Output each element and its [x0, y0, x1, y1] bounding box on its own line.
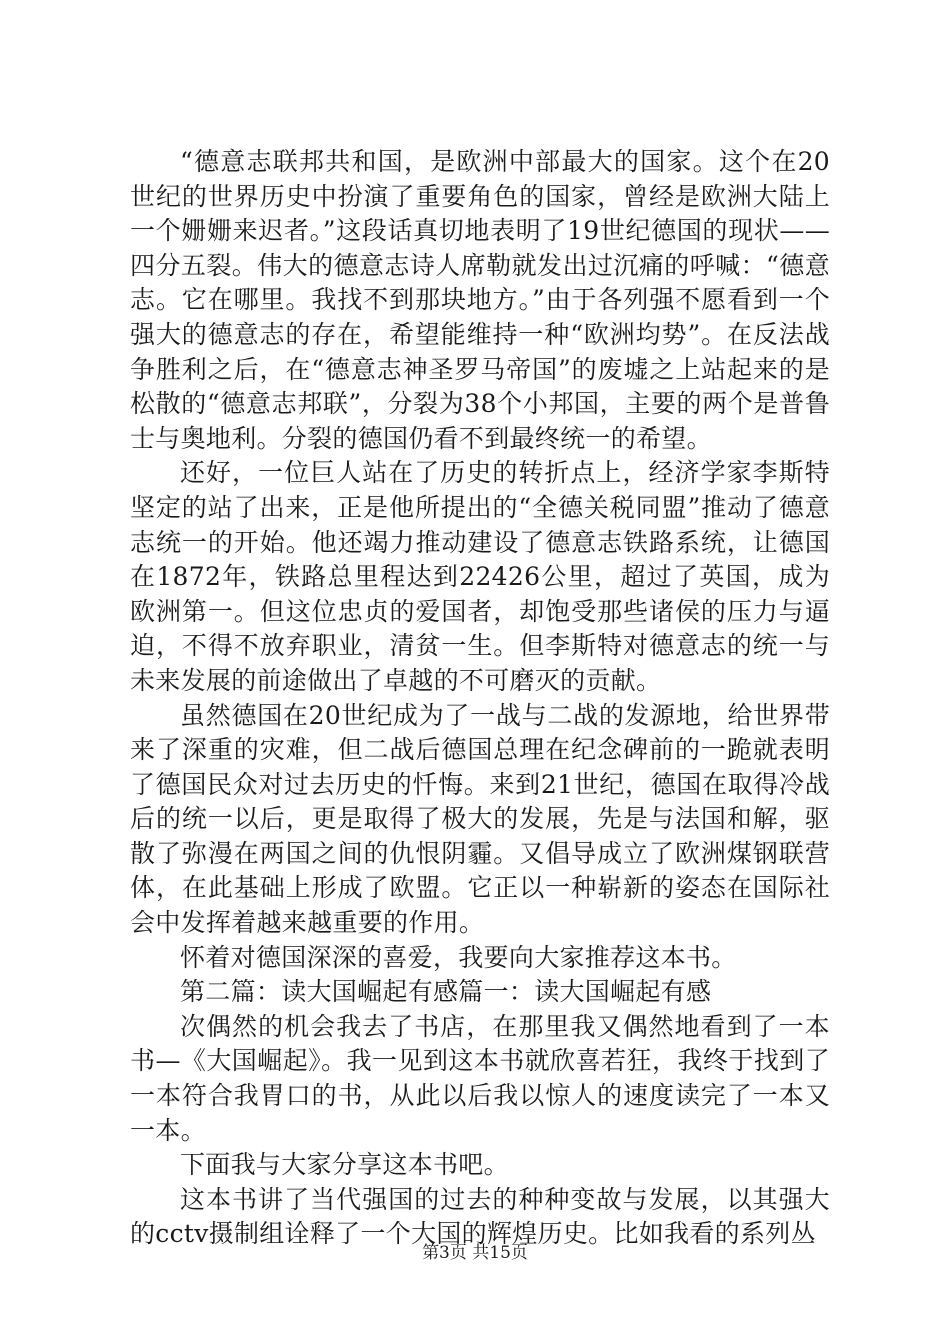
- section-heading: 第二篇：读大国崛起有感篇一：读大国崛起有感: [180, 977, 712, 1007]
- paragraph-share: 下面我与大家分享这本书吧。: [180, 1150, 509, 1180]
- document-body: [130, 145, 830, 1252]
- paragraph-bookstore: 次偶然的机会我去了书店，在那里我又偶然地看到了一本书—《大国崛起》。我一见到这本书就欣喜若狂，我终于找到了一本符合我胃口的书，从此以后我以惊人的速度读完了一本又一本。: [130, 1011, 830, 1145]
- paragraph-germany-intro: “德意志联邦共和国，是欧洲中部最大的国家。这个在20世纪的世界历史中扮演了重要角色的国家，曾经是欧洲大陆上一个姗姗来迟者。”这段话真切地表明了19世纪德国的现状——四分五裂。伟大的德意志诗人席勒就发出过沉痛的呼喊：“德意志。它在哪里。我找不到那块地方。”由于各列强不愿看到一个强大的德意志的存在，希望能维持一种“欧洲均势”。在反法战争胜利之后，在“德意志神圣罗马帝国”的废墟之上站起来的是松散的“德意志邦联”，分裂为38个小邦国，主要的两个是普鲁士与奥地利。分裂的德国仍看不到最终统一的希望。: [130, 147, 830, 453]
- paragraph-list-economist: 还好，一位巨人站在了历史的转折点上，经济学家李斯特坚定的站了出来，正是他所提出的“全德关税同盟”推动了德意志统一的开始。他还竭力推动建设了德意志铁路系统，让德国在1872年，铁路总里程达到22426公里，超过了英国，成为欧洲第一。但这位忠贞的爱国者，却饱受那些诸侯的压力与逼迫，不得不放弃职业，清贫一生。但李斯特对德意志的统一与未来发展的前途做出了卓越的不可磨灭的贡献。: [130, 458, 830, 695]
- page-number-footer: 第3页 共15页: [422, 1243, 528, 1263]
- paragraph-book-content: 这本书讲了当代强国的过去的种种变故与发展，以其强大的cctv摄制组诠释了一个大国的辉煌历史。比如我看的系列丛: [130, 1184, 830, 1249]
- paragraph-recommend: 怀着对德国深深的喜爱，我要向大家推荐这本书。: [180, 942, 737, 972]
- paragraph-germany-modern: 虽然德国在20世纪成为了一战与二战的发源地，给世界带来了深重的灾难，但二战后德国总理在纪念碑前的一跪就表明了德国民众对过去历史的忏悔。来到21世纪，德国在取得冷战后的统一以后，更是取得了极大的发展，先是与法国和解，驱散了弥漫在两国之间的仇恨阴霾。又倡导成立了欧洲煤钢联营体，在此基础上形成了欧盟。它正以一种崭新的姿态在国际社会中发挥着越来越重要的作用。: [130, 700, 830, 938]
